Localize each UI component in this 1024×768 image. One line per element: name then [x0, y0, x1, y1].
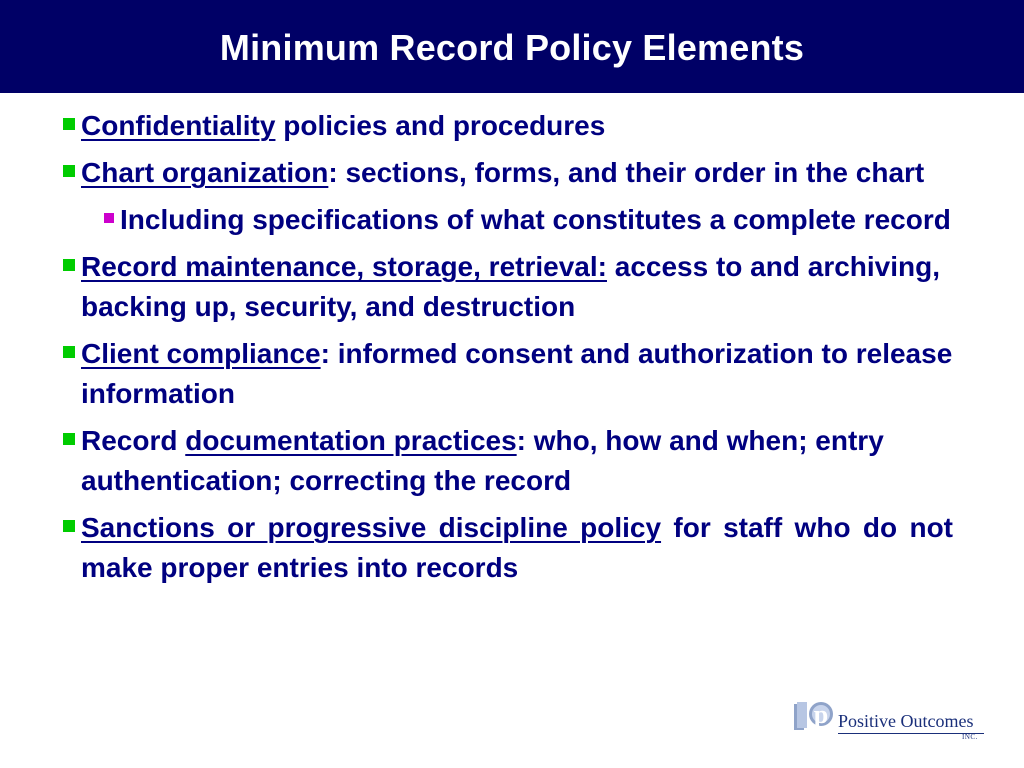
bullet-square-icon — [63, 346, 75, 358]
bullet-list — [60, 106, 953, 595]
bullet-square-icon — [63, 259, 75, 271]
bullet-link-documentation-practices[interactable]: documentation practices — [185, 425, 517, 456]
bullet-square-icon — [63, 433, 75, 445]
bullet-prefix: Record — [81, 425, 186, 456]
bullet-sanctions — [60, 508, 953, 588]
bullet-text: : informed consent and authorization to release information — [81, 338, 953, 409]
bullet-text: for staff who do not make proper entries into records — [81, 512, 953, 583]
bullet-link-record-maintenance[interactable]: Record maintenance, storage, retrieval: — [81, 251, 607, 282]
bullet-record-maintenance — [60, 247, 953, 327]
slide-title: Minimum Record Policy Elements — [219, 26, 805, 68]
bullet-text: : sections, forms, and their order in the chart — [328, 157, 925, 188]
bullet-link-confidentiality[interactable]: Confidentiality — [81, 110, 276, 141]
title-bar — [0, 0, 1024, 93]
positive-outcomes-logo — [794, 700, 984, 740]
bullet-link-sanctions[interactable]: Sanctions or progressive discipline policy — [81, 512, 662, 543]
bullet-square-icon — [63, 165, 75, 177]
sub-bullet-text: Including specifications of what constitutes a complete record — [120, 204, 951, 235]
sub-bullet-square-icon — [104, 213, 114, 223]
bullet-chart-organization — [60, 153, 953, 193]
bullet-text: access to and archiving, backing up, security, and destruction — [81, 251, 941, 322]
svg-text:p: p — [813, 700, 829, 729]
bullet-square-icon — [63, 520, 75, 532]
bullet-link-chart-organization[interactable]: Chart organization — [81, 157, 329, 188]
bullet-square-icon — [63, 118, 75, 130]
sub-bullet-complete-record — [100, 200, 953, 240]
logo-p-icon — [794, 700, 836, 734]
bullet-confidentiality — [60, 106, 953, 146]
bullet-text: policies and procedures — [275, 110, 606, 141]
bullet-text: : who, how and when; entry authentication; correcting the record — [81, 425, 884, 496]
logo-name: Positive Outcomes — [838, 711, 974, 731]
bullet-documentation-practices — [60, 421, 953, 501]
logo-suffix: INC. — [962, 733, 978, 741]
bullet-link-client-compliance[interactable]: Client compliance — [81, 338, 321, 369]
bullet-client-compliance — [60, 334, 953, 414]
